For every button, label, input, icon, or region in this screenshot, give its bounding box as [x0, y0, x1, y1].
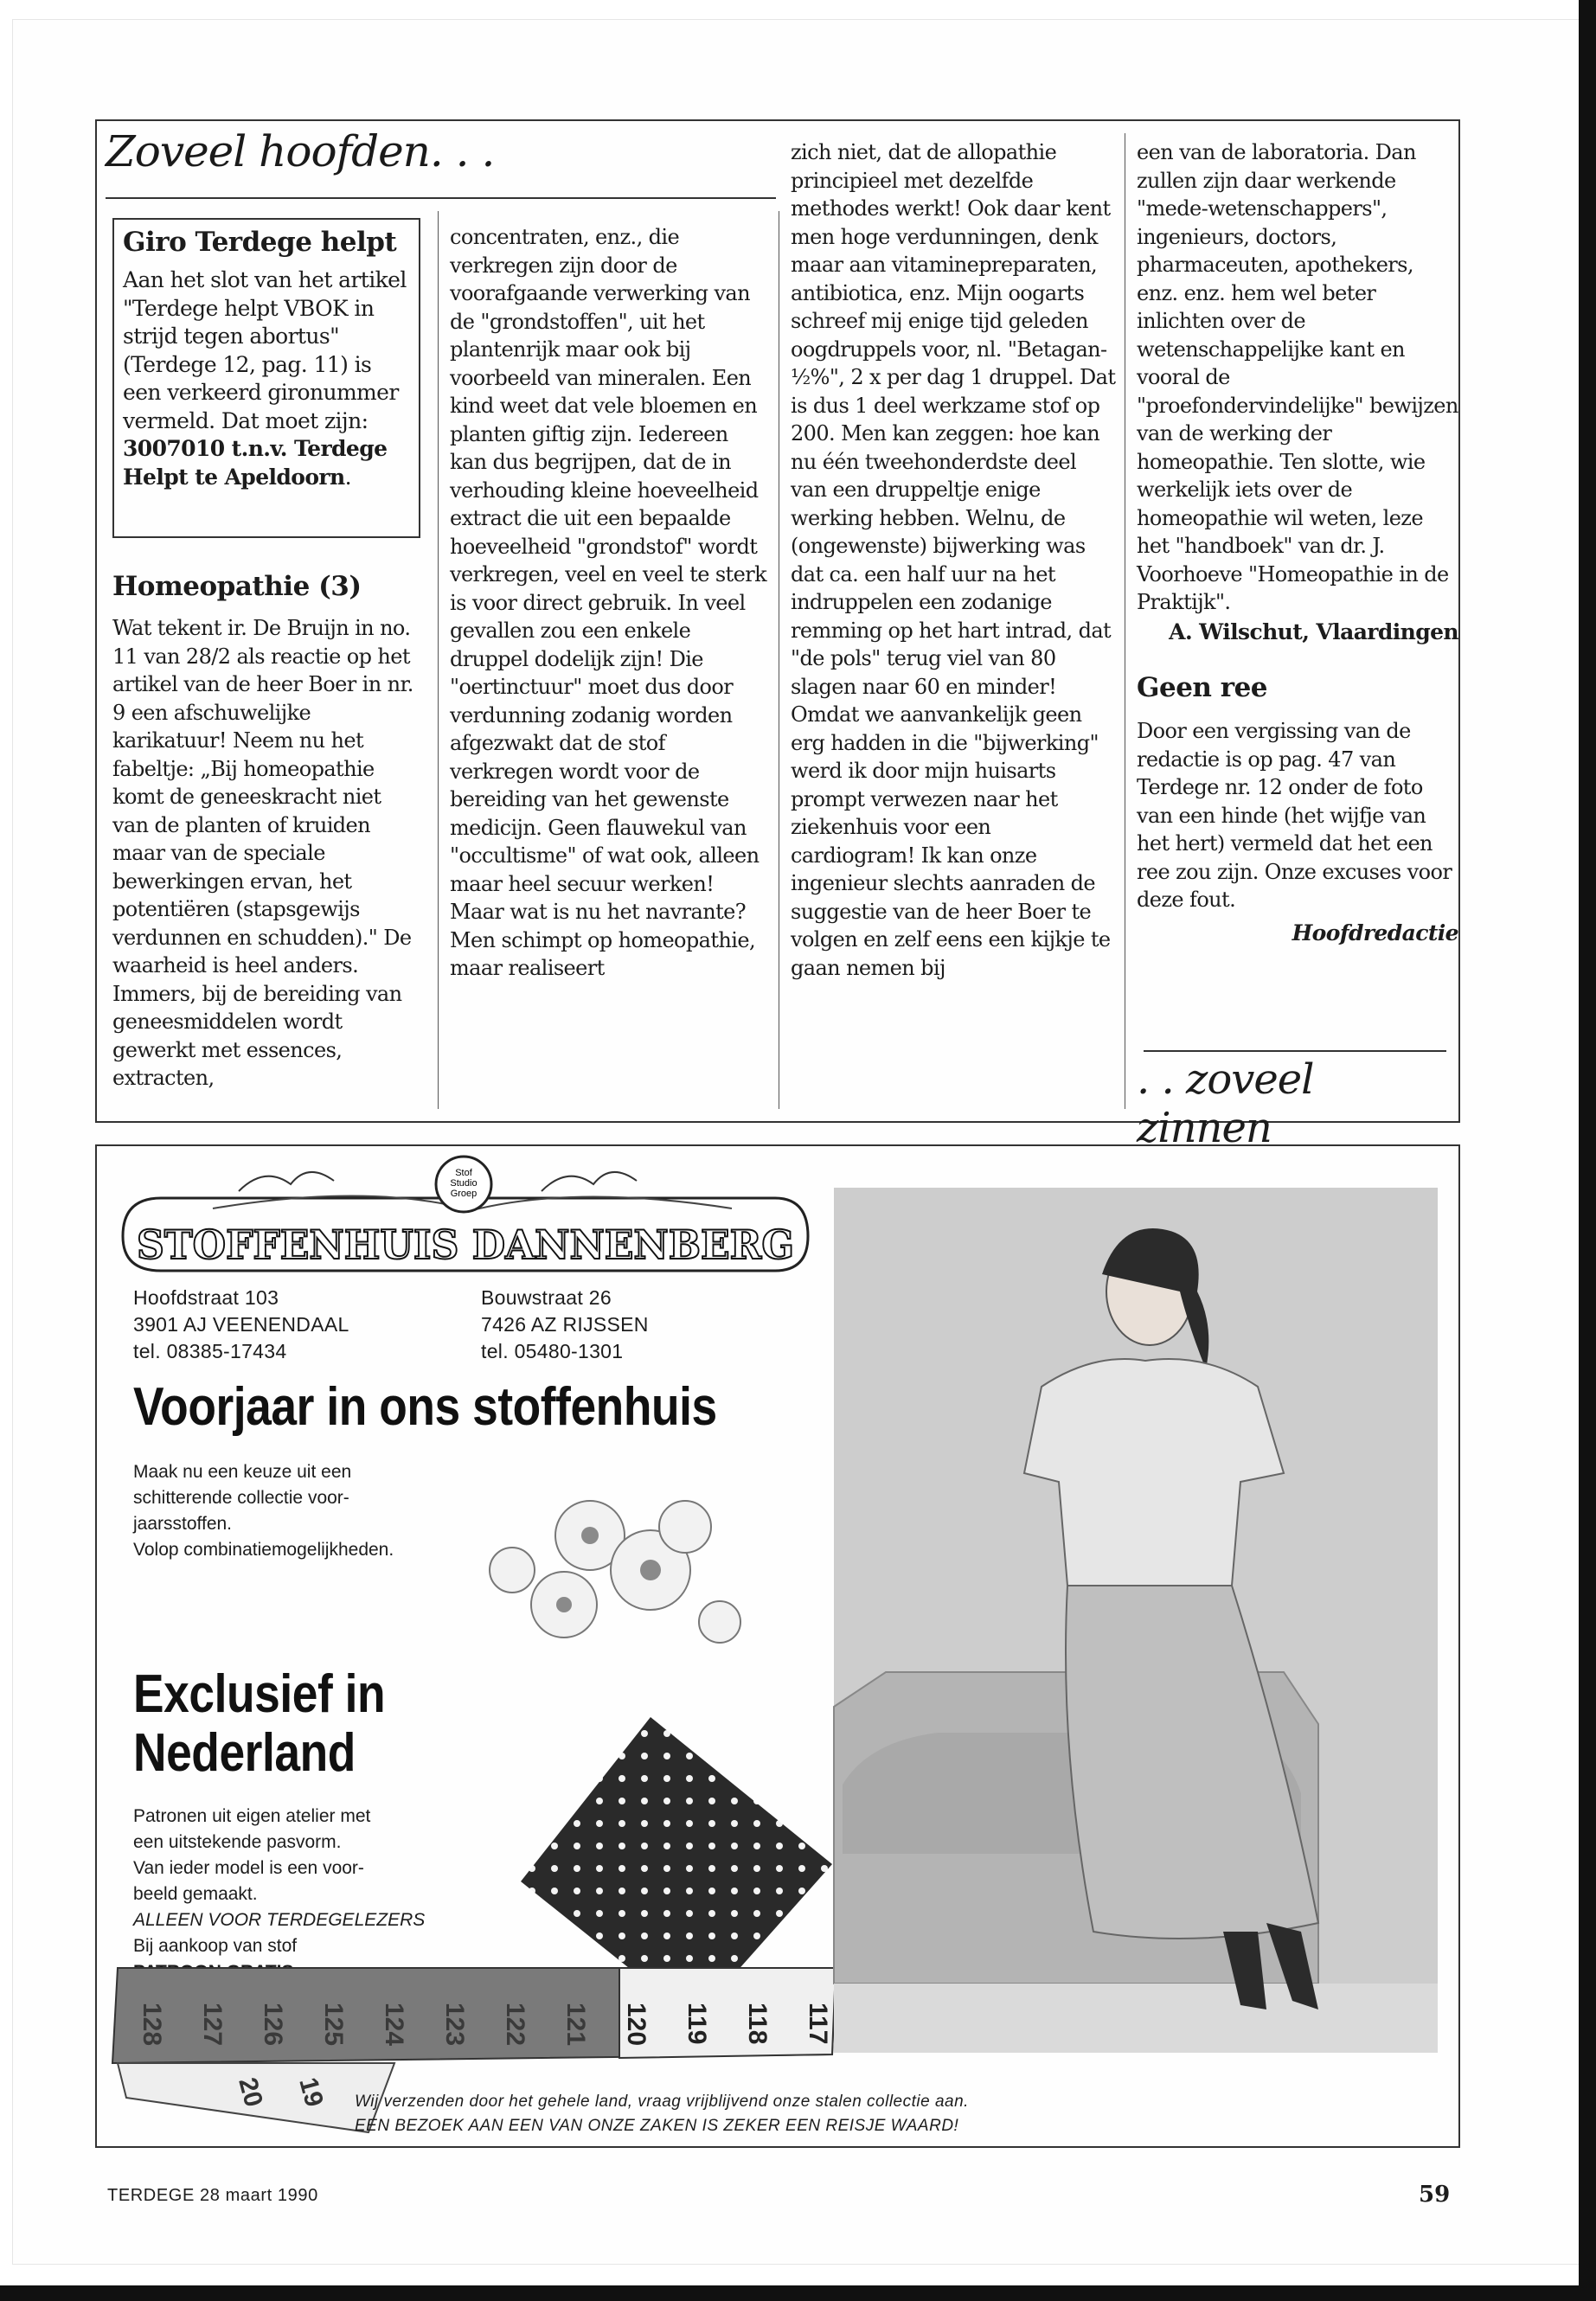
headline-exclusief: Exclusief in Nederland: [133, 1664, 386, 1783]
tape-number: 117: [804, 2003, 832, 2045]
giro-account: 3007010 t.n.v. Terdege Helpt te Apeldoorn: [123, 436, 388, 490]
tape-number: 122: [501, 2003, 529, 2047]
tape-number: 19: [293, 2074, 329, 2111]
letters-closing: . . zoveel zinnen: [1137, 1055, 1314, 1152]
tape-number: 121: [561, 2003, 590, 2047]
tape-number: 125: [319, 2003, 348, 2047]
tape-number: 120: [622, 2003, 651, 2047]
brand-name: STOFFENHUIS DANNENBERG: [137, 1221, 794, 1268]
giro-notice-box: [112, 218, 420, 538]
homeopathie-col4: een van de laboratoria. Dan zullen zijn daar werkende "mede-wetenschappers", ingenieurs, doctors, pharmaceuten, apothekers, enz. enz. hem wel beter inlichten over de wetenschappelijke kant en vooral de "proefondervindelijke" bewijzen van de werking der homeopathie. Ten slotte, wie werkelijk iets over de homeopathie wil weten, leze het "handboek" van dr. J. Voorhoeve "Homeopathie in de Praktijk".: [1137, 140, 1458, 614]
collection-text: Maak nu een keuze uit een schitterende collectie voor- jaarsstoffen. Volop combinatiemogelijkheden.: [133, 1462, 394, 1560]
tape-number: 128: [138, 2003, 166, 2047]
svg-text:Stof: Stof: [455, 1168, 472, 1178]
letters-column-4: [1137, 121, 1458, 1152]
homeopathie-col3: zich niet, dat de allopathie principieel met dezelfde methodes werkt! Ook daar kent men hoge verdunningen, denk maar aan vitaminepreparaten, antibiotica, enz. Mijn oogarts schreef mij enige tijd geleden oogdruppels voor, nl. "Betagan-½%", 2 x per dag 1 druppel. Dat is dus 1 deel werkzame stof op 200. Men kan zeggen: hoe kan nu één tweehonderdste deel van een druppeltje enige werking hebben. Welnu, de (ongewenste) bijwerking was dat ca. een half uur na het indruppelen een zodanige remming op het hart intrad, dat "de pols" terug viel van 80 slagen naar 60 en minder! Omdat we aanvankelijk geen erg hadden in die "bijwerking" werd ik door mijn huisarts prompt verwezen naar het ziekenhuis voor een cardiogram! Ik kan onze ingenieur slechts aanraden de suggestie van de heer Boer te volgen en zelf eens een kijkje te gaan nemen bij: [791, 140, 1116, 980]
publication-footer: TERDEGE 28 maart 1990: [107, 2186, 318, 2205]
svg-text:Studio: Studio: [450, 1178, 478, 1189]
letters-column-1: [111, 121, 436, 1121]
tape-number: 123: [440, 2003, 469, 2047]
headline-voorjaar: Voorjaar in ons stoffenhuis: [133, 1377, 717, 1437]
ad-footer-visit: EEN BEZOEK AAN EEN VAN ONZE ZAKEN IS ZEKER EEN REISJE WAARD!: [355, 2117, 959, 2135]
homeopathie-heading: Homeopathie (3): [112, 571, 362, 602]
letters-title: Zoveel hoofden. . .: [106, 126, 495, 176]
geen-ree-signature: Hoofdredactie: [1292, 920, 1458, 945]
giro-body: Aan het slot van het artikel "Terdege helpt VBOK in strijd tegen abortus" (Terdege 12, pag. 11) is een verkeerd gironummer vermeld. Dat moet zijn: 3007010 t.n.v. Terdege Helpt te Apeldoorn.: [123, 267, 407, 490]
dove-left-icon: [239, 1172, 334, 1191]
ad-footer-shipping: Wij verzenden door het gehele land, vraag vrijblijvend onze stalen collectie aan.: [355, 2093, 969, 2111]
tape-number: 20: [233, 2074, 268, 2111]
homeopathie-col1: Wat tekent ir. De Bruijn in no. 11 van 28/2 als reactie op het artikel van de heer Boer in nr. 9 een afschuwelijke karikatuur! Neem nu het fabeltje: „Bij homeopathie komt de geneeskracht niet van de planten of kruiden maar van de speciale bewerkingen ervan, het potentiëren (stapsgewijs verdunnen en schudden)." De waarheid is heel anders. Immers, bij de bereiding van geneesmiddelen wordt gewerkt met essences, extracten,: [112, 616, 413, 1090]
geen-ree-heading: Geen ree: [1137, 672, 1268, 703]
giro-heading: Giro Terdege helpt: [123, 227, 397, 258]
closing-rule: [1144, 1050, 1446, 1052]
tape-number: 126: [259, 2003, 287, 2047]
stoffenhuis-logo: [109, 1153, 827, 1283]
tape-number: 119: [683, 2003, 711, 2045]
reader-offer: ALLEEN VOOR TERDEGELEZERS: [133, 1910, 426, 1930]
page-number: 59: [1419, 2182, 1451, 2208]
tape-number: 124: [380, 2003, 408, 2047]
flower-illustration: [460, 1475, 789, 1700]
store-address-rijssen: Bouwstraat 26 7426 AZ RIJSSEN tel. 05480-1301: [481, 1286, 649, 1362]
letters-column-3: [791, 121, 1116, 1121]
homeopathie-col2: concentraten, enz., die verkregen zijn door de voorafgaande verwerking van de "grondstoffen", uit het plantenrijk maar ook bij voorbeeld van mineralen. Een kind weet dat vele bloemen en planten giftig zijn. Iedereen kan dus begrijpen, dat de in verhouding kleine hoeveelheid extract die uit een bepaalde hoeveelheid "grondstof" wordt verkregen, veel en veel te sterk is voor direct gebruik. In veel gevallen zou een enkele druppel dodelijk zijn! Die "oertinctuur" moet dus door verdunning zodanig worden afgezwakt dat de stof verkregen wordt voor de bereiding van het gewenste medicijn. Geen flauwekul van "occultisme" of wat ook, alleen maar heel secuur werken! Maar wat is nu het navrante? Men schimpt op homeopathie, maar realiseert: [450, 225, 767, 980]
stoffenhuis-advertisement: [95, 1144, 1460, 2148]
svg-text:Groep: Groep: [450, 1189, 478, 1199]
tape-number: 127: [198, 2003, 227, 2047]
scan-edge-bottom: [0, 2285, 1596, 2301]
homeopathie-signature: A. Wilschut, Vlaardingen: [1169, 619, 1458, 644]
tape-number: 118: [743, 2003, 772, 2045]
store-address-veenendaal: Hoofdstraat 103 3901 AJ VEENENDAAL tel. 08385-17434: [133, 1286, 349, 1362]
scan-edge-right: [1579, 0, 1596, 2301]
model-photo: [834, 1188, 1438, 2053]
letters-column-2: [450, 121, 770, 1121]
pattern-text: Patronen uit eigen atelier met een uitstekende pasvorm. Van ieder model is een voor- beeld gemaakt. ALLEEN VOOR TERDEGELEZERS Bij aankoop van stof: [133, 1804, 425, 1985]
geen-ree-body: Door een vergissing van de redactie is op pag. 47 van Terdege nr. 12 onder de foto van een hinde (het wijfje van het hert) vermeld dat het een ree zou zijn. Onze excuses voor deze fout.: [1137, 719, 1452, 912]
letters-section: [95, 119, 1460, 1152]
dove-right-icon: [542, 1172, 637, 1191]
column-divider: [438, 211, 439, 1109]
